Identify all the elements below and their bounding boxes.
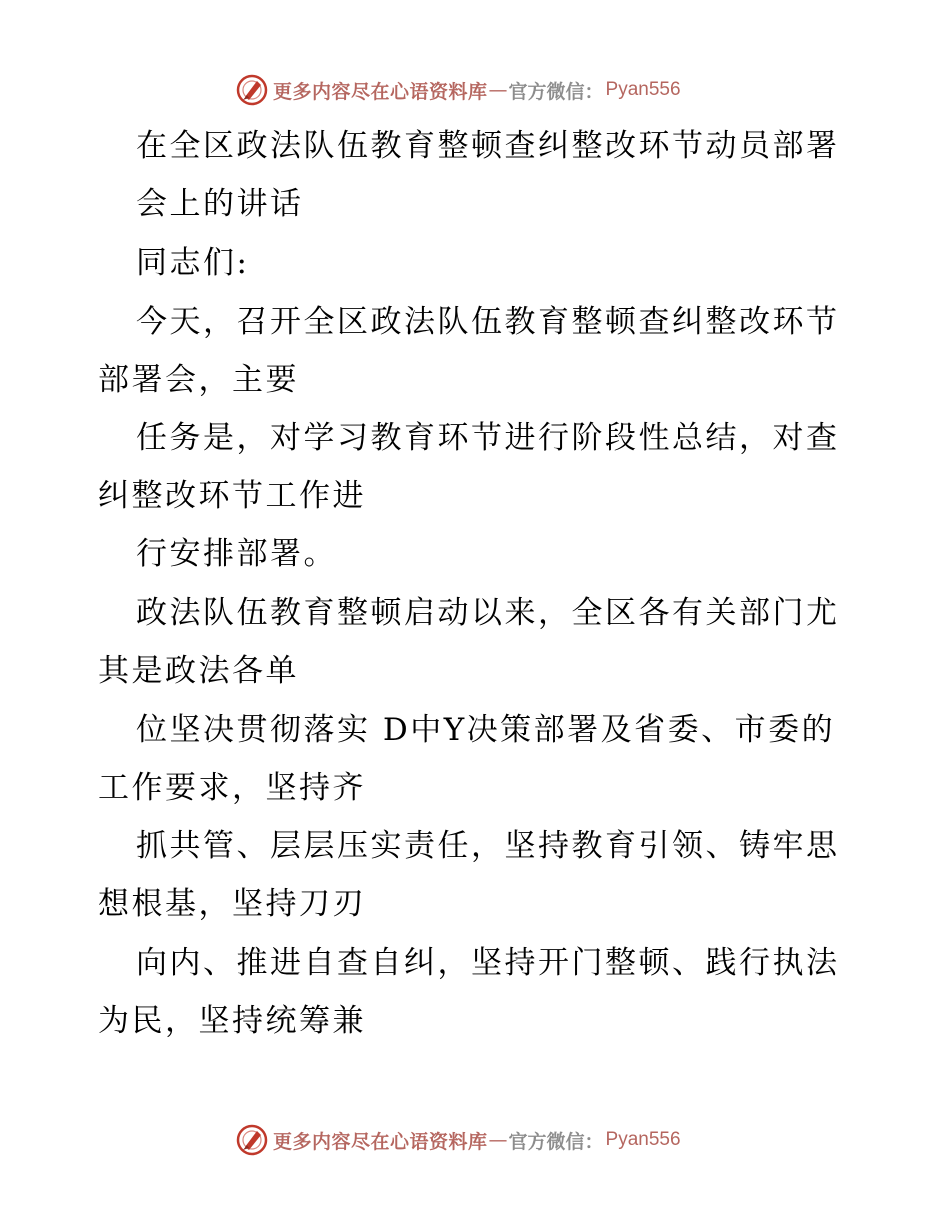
paragraph-line: 向内、推进自查自纠，坚持开门整顿、践行执法 [136,945,840,981]
watermark-main-text: 更多内容尽在心语资料库 [273,1130,488,1153]
paragraph-line: 今天，召开全区政法队伍教育整顿查纠整改环节 [136,304,840,340]
header-watermark [235,72,681,108]
watermark-main-text: 更多内容尽在心语资料库 [273,80,488,103]
pen-nib-logo-icon [235,1123,269,1157]
paragraph-line: 任务是，对学习教育环节进行阶段性总结，对查 [136,420,840,456]
footer-watermark [235,1122,681,1158]
watermark-wechat-id: Pyan556 [605,79,681,100]
watermark-wechat-label: 官方微信： [508,80,604,103]
watermark-wechat-label: 官方微信： [508,1130,604,1153]
pen-nib-logo-icon [235,73,269,107]
paragraph-line: 抓共管、层层压实责任，坚持教育引领、铸牢思 [136,828,840,864]
paragraph-line: 位坚决贯彻落实 D中Y决策部署及省委、市委的 [136,712,836,748]
paragraph-line: 为民，坚持统筹兼 [98,1003,366,1039]
salutation: 同志们: [136,245,250,281]
watermark-dash: — [488,79,508,101]
paragraph-line: 政法队伍教育整顿启动以来，全区各有关部门尤 [136,595,840,631]
watermark-dash: — [488,1129,508,1151]
paragraph-line: 其是政法各单 [98,653,299,689]
paragraph-line: 想根基，坚持刀刃 [98,886,366,922]
paragraph-line: 部署会，主要 [98,362,299,398]
paragraph-line: 行安排部署。 [136,536,337,572]
paragraph-line: 工作要求，坚持齐 [98,770,366,806]
paragraph-line: 纠整改环节工作进 [98,478,366,514]
title-line-2: 会上的讲话 [136,186,304,222]
title-line-1: 在全区政法队伍教育整顿查纠整改环节动员部署 [136,128,840,164]
watermark-wechat-id: Pyan556 [605,1129,681,1150]
